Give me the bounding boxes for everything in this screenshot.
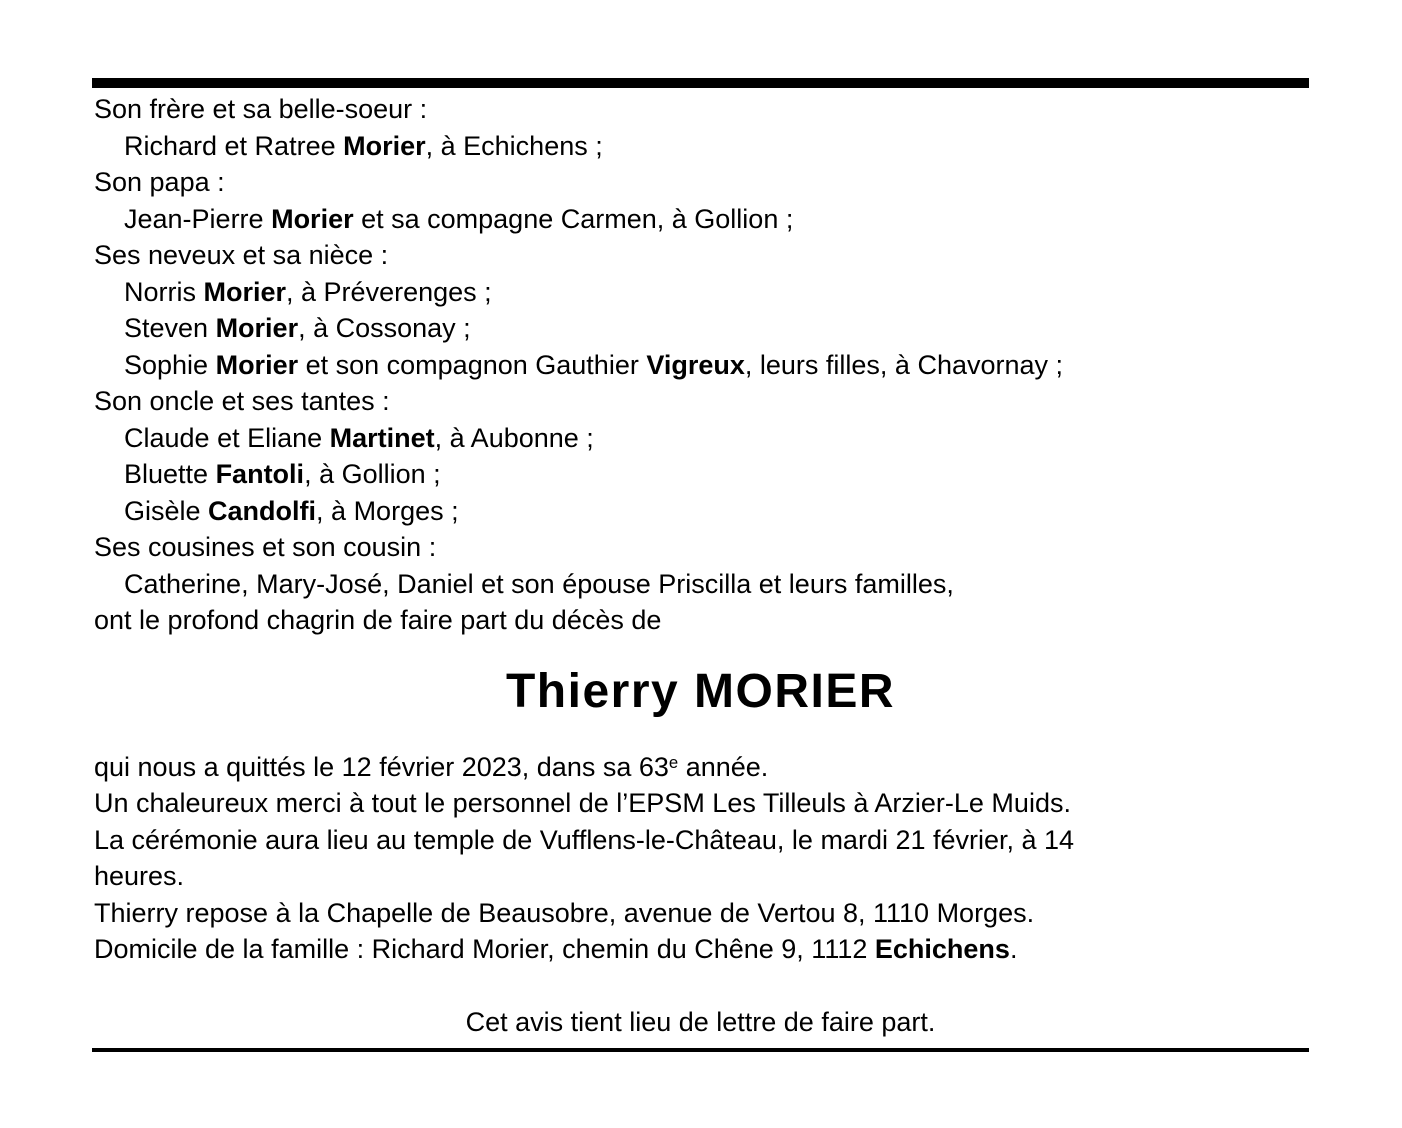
text-segment: et son compagnon Gauthier	[298, 349, 647, 380]
text-segment: Claude et Eliane	[124, 422, 330, 453]
text-segment: , à Aubonne ;	[434, 422, 594, 453]
family-line	[94, 201, 1307, 238]
text-segment: Gisèle	[124, 495, 209, 526]
text-segment: , à Cossonay ;	[298, 313, 471, 343]
text-segment: Un chaleureux merci à tout le personnel de l’EPSM Les Tilleuls à Arzier-Le Muids.	[94, 788, 1071, 818]
text-segment: heures.	[94, 861, 185, 891]
body-lines-block	[94, 749, 1307, 968]
surname-bold-segment: Vigreux	[646, 349, 745, 380]
body-line	[94, 822, 1307, 859]
text-segment: Thierry repose à la Chapelle de Beausobre, avenue de Vertou 8, 1110 Morges.	[94, 897, 1035, 928]
text-segment: Norris	[124, 276, 204, 307]
text-segment: , à Gollion ;	[304, 459, 441, 489]
bottom-rule	[92, 1048, 1309, 1052]
text-segment: , leurs filles, à Chavornay ;	[744, 349, 1064, 380]
text-segment: .	[1009, 934, 1018, 964]
text-segment: Son oncle et ses tantes :	[94, 386, 390, 416]
family-line	[94, 91, 1307, 128]
superscript-segment: e	[668, 753, 679, 773]
family-line	[94, 456, 1307, 493]
surname-bold-segment: Morier	[203, 276, 287, 307]
family-line	[94, 602, 1307, 639]
text-segment: Richard et Ratree	[124, 130, 344, 161]
surname-bold-segment: Morier	[343, 130, 426, 161]
text-segment: Bluette	[124, 459, 216, 489]
text-segment: Ses neveux et sa nièce :	[94, 240, 389, 270]
surname-bold-segment: Morier	[215, 313, 299, 343]
closing-line: Cet avis tient lieu de lettre de faire part.	[465, 1006, 936, 1037]
text-segment: qui nous a quittés le 12 février 2023, dans sa 63	[94, 751, 669, 782]
body-line	[94, 858, 1307, 895]
body-line	[94, 895, 1307, 932]
family-line	[94, 274, 1307, 311]
family-line	[94, 529, 1307, 566]
text-segment: Domicile de la famille : Richard Morier, chemin du Chêne 9, 1112	[94, 934, 875, 964]
family-line	[94, 420, 1307, 457]
text-segment: , à Echichens ;	[425, 130, 603, 161]
surname-bold-segment: Morier	[215, 349, 299, 380]
surname-bold-segment: Candolfi	[208, 495, 317, 526]
surname-bold-segment: Fantoli	[215, 459, 305, 489]
body-line	[94, 749, 1307, 786]
family-lines-block	[94, 91, 1307, 639]
family-line	[94, 128, 1307, 165]
notice-content	[94, 91, 1307, 1040]
text-segment: Steven	[124, 313, 216, 343]
text-segment: Son frère et sa belle-soeur :	[94, 94, 428, 124]
family-line	[94, 310, 1307, 347]
family-line	[94, 237, 1307, 274]
text-segment: année.	[678, 751, 769, 782]
top-rule	[92, 78, 1309, 88]
text-segment: , à Morges ;	[316, 495, 459, 526]
family-line	[94, 566, 1307, 603]
text-segment: Ses cousines et son cousin :	[94, 532, 437, 562]
deceased-name: Thierry MORIER	[505, 664, 896, 718]
text-segment: , à Préverenges ;	[286, 276, 492, 307]
family-line	[94, 493, 1307, 530]
text-segment: ont le profond chagrin de faire part du décès de	[94, 605, 662, 635]
body-line	[94, 931, 1307, 968]
surname-bold-segment: Morier	[271, 203, 354, 234]
text-segment: Sophie	[124, 349, 216, 380]
text-segment: Jean-Pierre	[124, 203, 272, 234]
surname-bold-segment: Echichens	[874, 934, 1010, 964]
text-segment: Son papa :	[94, 167, 225, 197]
text-segment: La cérémonie aura lieu au temple de Vufflens-le-Château, le mardi 21 février, à 14	[94, 824, 1075, 855]
family-line	[94, 164, 1307, 201]
text-segment: Catherine, Mary-José, Daniel et son épouse Priscilla et leurs familles,	[124, 568, 954, 599]
surname-bold-segment: Martinet	[329, 422, 435, 453]
family-line	[94, 383, 1307, 420]
text-segment: et sa compagne Carmen, à Gollion ;	[353, 203, 794, 234]
body-line	[94, 785, 1307, 822]
family-line	[94, 347, 1307, 384]
